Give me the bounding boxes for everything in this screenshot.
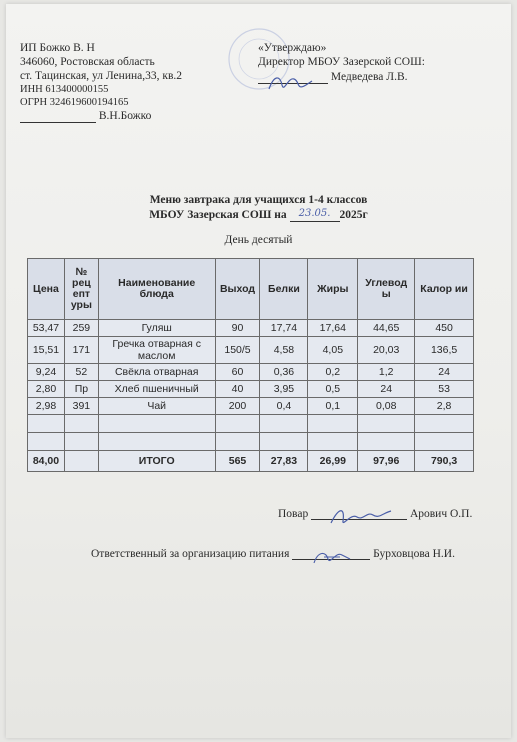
director-signature-blank [258,83,328,84]
cell-fat: 0,2 [308,364,358,381]
total-label: ИТОГО [98,451,215,472]
total-calories: 790,3 [415,451,474,472]
cell-dish-name: Чай [98,398,215,415]
cell-recipe: 171 [64,337,98,364]
cell-protein: 4,58 [260,337,308,364]
cook-signature-blank [311,519,407,520]
cell-calories: 24 [415,364,474,381]
table-row [28,337,474,364]
supplier-signer: В.Н.Божко [98,110,152,122]
total-fat: 26,99 [308,451,358,472]
cell-fat: 17,64 [308,320,358,337]
empty-row [28,415,474,433]
responsible-label: Ответственный за организацию питания [91,548,290,560]
cook-label: Повар [278,508,309,520]
date-blank [290,206,340,222]
empty-cell [308,415,358,433]
cell-output: 60 [215,364,260,381]
signature-blank [20,122,96,123]
supplier-name: ИП Божко В. Н [20,42,95,54]
empty-cell [215,433,260,451]
empty-cell [358,433,415,451]
responsible-name: Бурховцова Н.И. [373,548,455,560]
cell-calories: 136,5 [415,337,474,364]
total-carbs: 97,96 [358,451,415,472]
total-row [28,451,474,472]
empty-cell [260,433,308,451]
header-carbs: Углевод ы [358,259,415,320]
cell-fat: 4,05 [308,337,358,364]
supplier-inn: ИНН 613400000155 [20,84,109,95]
empty-cell [98,415,215,433]
cell-output: 90 [215,320,260,337]
table-row [28,381,474,398]
cell-carbs: 44,65 [358,320,415,337]
cell-carbs: 20,03 [358,337,415,364]
header-fat: Жиры [308,259,358,320]
empty-cell [64,451,98,472]
empty-cell [28,415,65,433]
cell-protein: 0,36 [260,364,308,381]
cook-name: Арович О.П. [409,508,473,520]
menu-title: Меню завтрака для учащихся 1-4 классов [149,194,368,206]
header-price: Цена [28,259,65,320]
header-protein: Белки [260,259,308,320]
cell-recipe: 52 [64,364,98,381]
empty-cell [415,415,474,433]
cell-calories: 2,8 [415,398,474,415]
header-calories: Калор ии [415,259,474,320]
cell-protein: 17,74 [260,320,308,337]
responsible-signature-row [91,548,455,560]
director-signature-line [258,70,425,84]
cell-price: 2,98 [28,398,65,415]
cell-carbs: 1,2 [358,364,415,381]
total-output: 565 [215,451,260,472]
total-protein: 27,83 [260,451,308,472]
responsible-signature-scribble [310,547,354,569]
empty-row [28,433,474,451]
table-row [28,320,474,337]
empty-cell [64,415,98,433]
cell-fat: 0,1 [308,398,358,415]
empty-cell [64,433,98,451]
header-output: Выход [215,259,260,320]
empty-cell [28,433,65,451]
menu-table [27,258,474,472]
supplier-signature-line [20,109,182,123]
responsible-signature-blank [292,559,370,560]
cell-dish-name: Гуляш [98,320,215,337]
supplier-block [20,41,182,123]
cell-calories: 450 [415,320,474,337]
cell-calories: 53 [415,381,474,398]
school-label: МБОУ Зазерская СОШ на [149,209,287,221]
table-row [28,398,474,415]
cell-fat: 0,5 [308,381,358,398]
approval-block [258,41,425,84]
cook-signature-scribble [329,505,393,529]
director-signature-scribble [266,71,314,95]
empty-cell [415,433,474,451]
empty-cell [358,415,415,433]
cell-recipe: 259 [64,320,98,337]
cell-price: 53,47 [28,320,65,337]
cell-price: 9,24 [28,364,65,381]
cell-dish-name: Свёкла отварная [98,364,215,381]
cook-signature-row [278,508,472,520]
cell-price: 2,80 [28,381,65,398]
table-row [28,364,474,381]
cell-protein: 3,95 [260,381,308,398]
cell-carbs: 0,08 [358,398,415,415]
empty-cell [308,433,358,451]
year-label: 2025г [339,209,368,221]
cell-output: 150/5 [215,337,260,364]
handwritten-date: 23.05. [298,208,331,219]
day-label: День десятый [224,234,293,246]
cell-output: 200 [215,398,260,415]
approval-label: «Утверждаю» [258,42,327,54]
empty-cell [98,433,215,451]
table-header-row [28,259,474,320]
cell-dish-name: Хлеб пшеничный [98,381,215,398]
cell-protein: 0,4 [260,398,308,415]
supplier-address-1: 346060, Ростовская область [20,56,155,68]
empty-cell [260,415,308,433]
total-price: 84,00 [28,451,65,472]
cell-recipe: Пр [64,381,98,398]
cell-dish-name: Гречка отварная с маслом [98,337,215,364]
cell-carbs: 24 [358,381,415,398]
menu-subtitle [0,206,517,222]
cell-output: 40 [215,381,260,398]
empty-cell [215,415,260,433]
cell-price: 15,51 [28,337,65,364]
supplier-ogrn: ОГРН 324619600194165 [20,97,129,108]
cell-recipe: 391 [64,398,98,415]
supplier-address-2: ст. Тацинская, ул Ленина,33, кв.2 [20,70,182,82]
director-title: Директор МБОУ Зазерской СОШ: [258,56,425,68]
header-recipe: № рец епт уры [64,259,98,320]
header-dish-name: Наименование блюда [98,259,215,320]
director-name: Медведева Л.В. [330,71,408,83]
